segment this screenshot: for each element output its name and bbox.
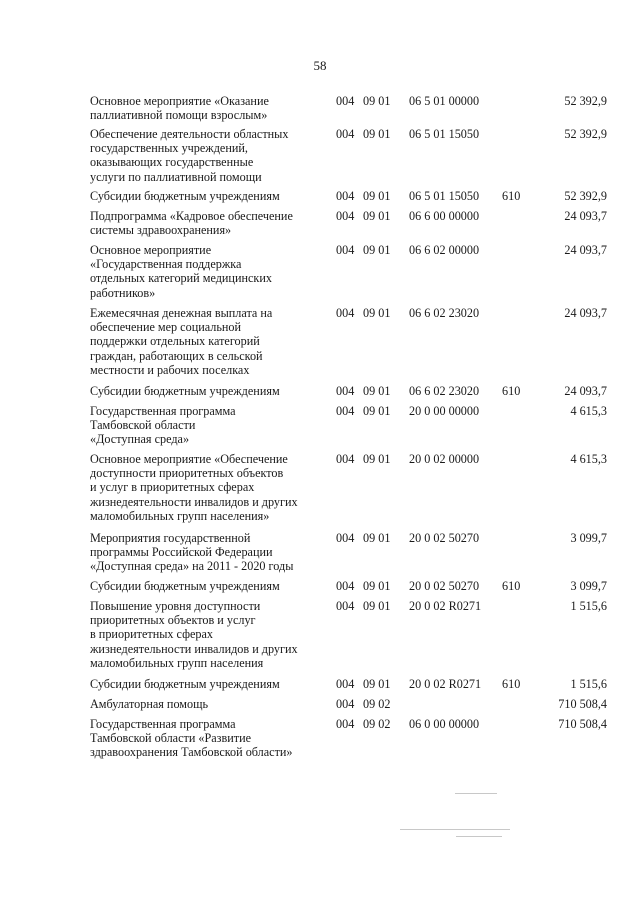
amount: 24 093,7 [564, 384, 607, 398]
row-description: Государственная программа Тамбовской области «Доступная среда» [90, 404, 236, 447]
row-description: Государственная программа Тамбовской области «Развитие здравоохранения Тамбовской области» [90, 717, 293, 760]
row-description: Ежемесячная денежная выплата на обеспечение мер социальной поддержки отдельных категорий граждан, работающих в сельской местности и рабочих поселках [90, 306, 273, 377]
amount: 1 515,6 [570, 677, 607, 691]
section-code: 09 02 [363, 717, 391, 731]
target-article-code: 06 6 00 00000 [409, 209, 480, 223]
expense-type-code: 610 [502, 189, 521, 203]
section-code: 09 01 [363, 677, 391, 691]
section-code: 09 01 [363, 531, 391, 545]
page-number: 58 [313, 58, 327, 73]
target-article-code: 20 0 02 R0271 [409, 677, 482, 691]
row-description: Подпрограмма «Кадровое обеспечение системы здравоохранения» [90, 209, 293, 238]
ministry-code: 004 [336, 599, 355, 613]
target-article-code: 06 5 01 00000 [409, 94, 480, 108]
target-article-code: 06 6 02 23020 [409, 384, 480, 398]
amount: 24 093,7 [564, 209, 607, 223]
ministry-code: 004 [336, 243, 355, 257]
amount: 24 093,7 [564, 306, 607, 320]
ministry-code: 004 [336, 94, 355, 108]
expense-type-code: 610 [502, 384, 521, 398]
target-article-code: 20 0 02 50270 [409, 531, 480, 545]
section-code: 09 01 [363, 189, 391, 203]
row-description: Субсидии бюджетным учреждениям [90, 579, 280, 593]
ministry-code: 004 [336, 697, 355, 711]
row-description: Обеспечение деятельности областных государственных учреждений, оказывающих государственные услуги по паллиативной помощи [90, 127, 289, 184]
target-article-code: 20 0 02 00000 [409, 452, 480, 466]
ministry-code: 004 [336, 306, 355, 320]
row-description: Амбулаторная помощь [90, 697, 209, 711]
target-article-code: 06 6 02 00000 [409, 243, 480, 257]
amount: 4 615,3 [570, 404, 607, 418]
amount: 3 099,7 [570, 579, 607, 593]
ministry-code: 004 [336, 384, 355, 398]
amount: 3 099,7 [570, 531, 607, 545]
row-description: Субсидии бюджетным учреждениям [90, 677, 280, 691]
ministry-code: 004 [336, 531, 355, 545]
target-article-code: 06 0 00 00000 [409, 717, 480, 731]
scan-artifact [400, 829, 510, 830]
section-code: 09 01 [363, 599, 391, 613]
target-article-code: 06 6 02 23020 [409, 306, 480, 320]
section-code: 09 02 [363, 697, 391, 711]
section-code: 09 01 [363, 579, 391, 593]
expense-type-code: 610 [502, 677, 521, 691]
expense-type-code: 610 [502, 579, 521, 593]
row-description: Основное мероприятие «Государственная поддержка отдельных категорий медицинских работников» [90, 243, 272, 300]
target-article-code: 20 0 02 50270 [409, 579, 480, 593]
amount: 24 093,7 [564, 243, 607, 257]
amount: 4 615,3 [570, 452, 607, 466]
row-description: Повышение уровня доступности приоритетных объектов и услуг в приоритетных сферах жизнедеятельности инвалидов и других маломобильных групп населения [90, 599, 298, 670]
section-code: 09 01 [363, 404, 391, 418]
section-code: 09 01 [363, 306, 391, 320]
target-article-code: 06 5 01 15050 [409, 189, 480, 203]
amount: 52 392,9 [564, 94, 607, 108]
section-code: 09 01 [363, 384, 391, 398]
section-code: 09 01 [363, 94, 391, 108]
ministry-code: 004 [336, 452, 355, 466]
ministry-code: 004 [336, 209, 355, 223]
amount: 710 508,4 [558, 717, 607, 731]
target-article-code: 06 5 01 15050 [409, 127, 480, 141]
row-description: Субсидии бюджетным учреждениям [90, 384, 280, 398]
row-description: Мероприятия государственной программы Российской Федерации «Доступная среда» на 2011 - 2020 годы [90, 531, 294, 574]
section-code: 09 01 [363, 209, 391, 223]
section-code: 09 01 [363, 452, 391, 466]
scan-artifact [455, 793, 497, 794]
amount: 52 392,9 [564, 189, 607, 203]
amount: 52 392,9 [564, 127, 607, 141]
section-code: 09 01 [363, 243, 391, 257]
ministry-code: 004 [336, 579, 355, 593]
target-article-code: 20 0 02 R0271 [409, 599, 482, 613]
scan-artifact [456, 836, 502, 837]
ministry-code: 004 [336, 717, 355, 731]
ministry-code: 004 [336, 404, 355, 418]
amount: 710 508,4 [558, 697, 607, 711]
row-description: Основное мероприятие «Обеспечение доступности приоритетных объектов и услуг в приоритетных сферах жизнедеятельности инвалидов и других маломобильных групп населения» [90, 452, 298, 523]
row-description: Основное мероприятие «Оказание паллиативной помощи взрослым» [90, 94, 269, 123]
ministry-code: 004 [336, 189, 355, 203]
section-code: 09 01 [363, 127, 391, 141]
target-article-code: 20 0 00 00000 [409, 404, 480, 418]
row-description: Субсидии бюджетным учреждениям [90, 189, 280, 203]
ministry-code: 004 [336, 127, 355, 141]
amount: 1 515,6 [570, 599, 607, 613]
ministry-code: 004 [336, 677, 355, 691]
